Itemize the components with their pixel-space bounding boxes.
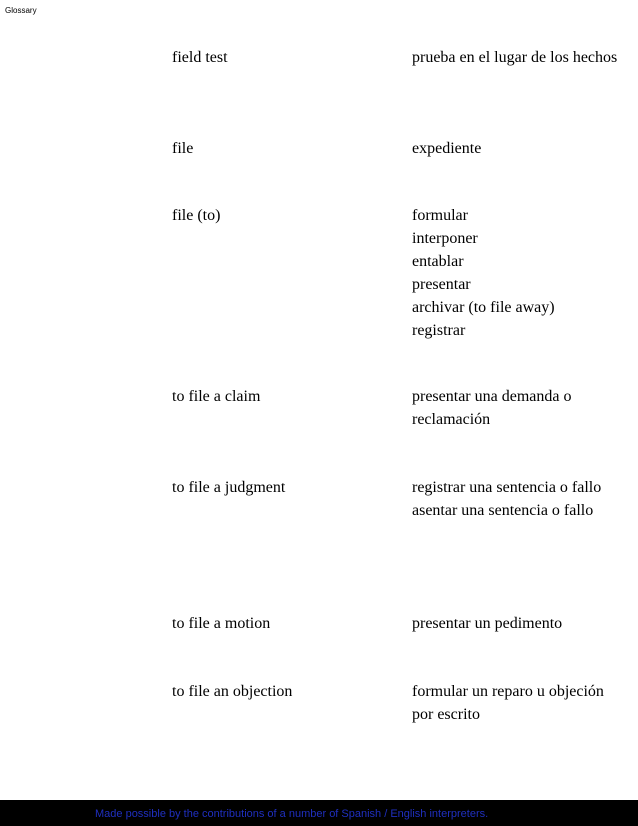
footer-credits-text: Made possible by the contributions of a number of Spanish / English interpreters.: [95, 808, 489, 820]
footer-bar: [0, 800, 638, 826]
entry-translations: [412, 137, 627, 160]
translation-line: presentar una demanda o reclamación: [412, 388, 572, 428]
translation-line: entablar: [412, 253, 464, 270]
entry-translations: [412, 385, 627, 431]
translation-line: presentar: [412, 276, 471, 293]
translation-line: registrar una sentencia o fallo: [412, 479, 602, 496]
entry-term: to file an objection: [172, 683, 293, 700]
entry-translations: [412, 476, 627, 522]
translation-line: prueba en el lugar de los hechos: [412, 49, 618, 66]
entry-term: to file a claim: [172, 388, 261, 405]
page-header-label: Glossary: [5, 6, 37, 15]
entry-term: field test: [172, 49, 228, 66]
entry-term: file (to): [172, 207, 221, 224]
entry-term: to file a motion: [172, 615, 271, 632]
translation-line: archivar (to file away): [412, 299, 555, 316]
entry-term: file: [172, 140, 194, 157]
entry-translations: [412, 612, 627, 635]
translation-line: asentar una sentencia o fallo: [412, 502, 594, 519]
translation-line: formular un reparo u objeción por escrito: [412, 683, 604, 723]
translation-line: expediente: [412, 140, 482, 157]
translation-line: registrar: [412, 322, 466, 339]
entry-translations: [412, 46, 627, 69]
translation-line: interponer: [412, 230, 478, 247]
translation-line: presentar un pedimento: [412, 615, 563, 632]
translation-line: formular: [412, 207, 468, 224]
entry-translations: [412, 680, 627, 726]
entry-term: to file a judgment: [172, 479, 286, 496]
entry-translations: [412, 204, 627, 342]
